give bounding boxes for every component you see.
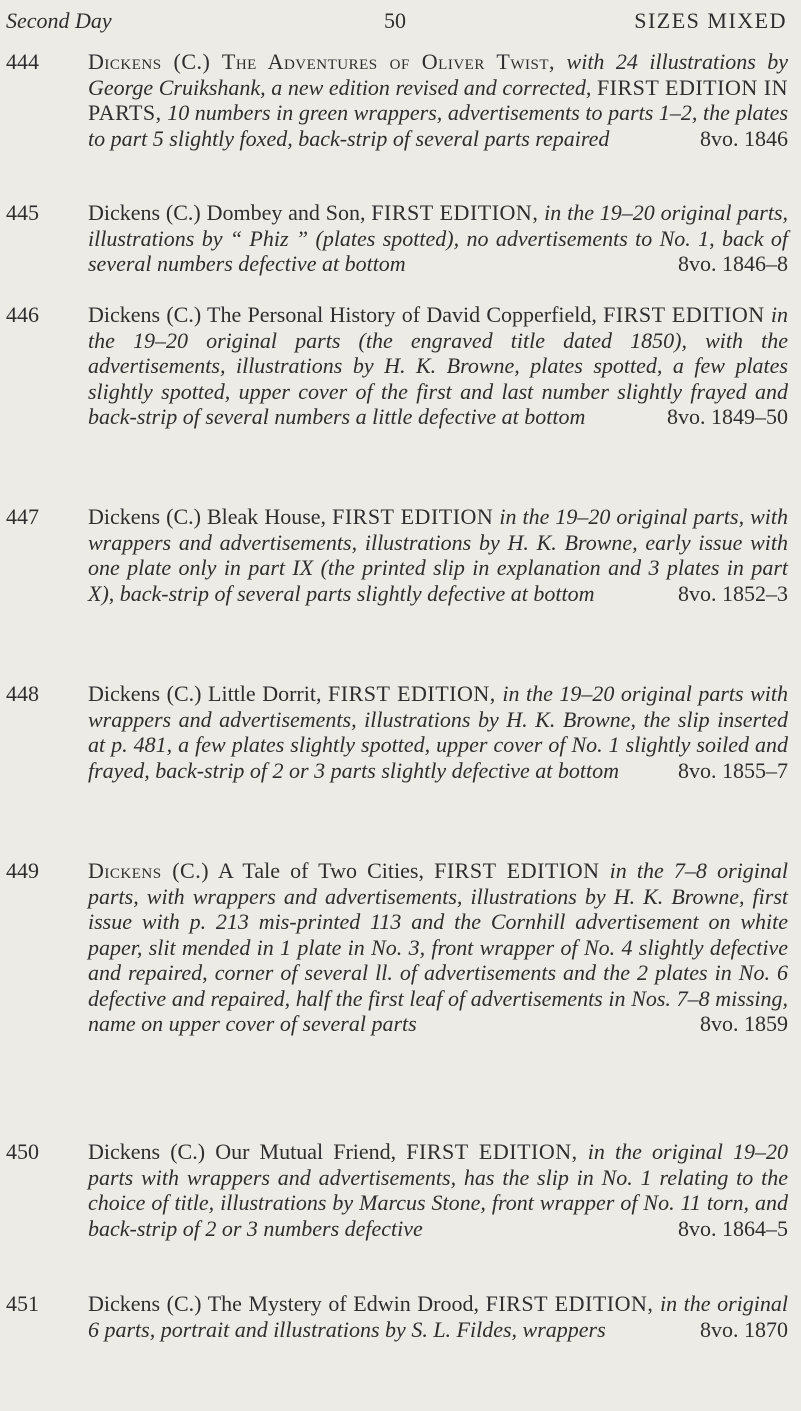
- lot-description: [88, 1291, 788, 1342]
- lot-title: Our Mutual Friend,: [215, 1139, 397, 1164]
- lot-number: 451: [6, 1291, 39, 1316]
- lot-edition: FIRST EDITION,: [406, 1139, 578, 1164]
- lot-title: A Tale of Two Cities,: [217, 858, 424, 883]
- lot-description: [88, 858, 788, 1037]
- lot-details: in the 19–20 original parts with wrappers and advertisements, illustrations by H. K. Browne, the slip inserted at p. 481, a few plates slightly spotted, upper cover of No. 1 slightly soiled and frayed, back-strip of 2 or 3 parts slightly defective at bottom: [88, 681, 789, 783]
- lot-author: Dickens (C.): [88, 681, 202, 706]
- lot-edition: FIRST EDITION,: [485, 1291, 654, 1316]
- lot-title: The Adventures of Oliver Twist,: [221, 49, 556, 74]
- lot-details: in the 19–20 original parts, illustrations by “ Phiz ” (plates spotted), no advertisements to No. 1, back of several numbers defective at bottom: [88, 200, 789, 276]
- lot-number: 445: [6, 200, 39, 225]
- lot-format: 8vo. 1846–8: [678, 251, 788, 276]
- lot-title: Bleak House,: [206, 504, 327, 529]
- lot-details: in the 19–20 original parts (the engraved title dated 1850), with the advertisements, illustrations by H. K. Browne, plates spotted, a few plates slightly spotted, upper cover of the first and last number slightly frayed and back-strip of several numbers a little defective at bottom: [88, 302, 788, 429]
- running-head-left: Second Day: [6, 8, 112, 33]
- lot-format: 8vo. 1859: [700, 1011, 788, 1036]
- lot-author: Dickens (C.): [88, 858, 210, 883]
- lot-format: 8vo. 1870: [700, 1316, 788, 1342]
- lot-description: [88, 302, 788, 430]
- lot-details: in the 19–20 original parts, with wrappers and advertisements, illustrations by H. K. Browne, early issue with one plate only in part IX (the printed slip in explanation and 3 plates in part X), back-strip of several parts slightly defective at bottom: [88, 504, 789, 606]
- lot-edition: FIRST EDITION,: [328, 681, 496, 706]
- running-head-right: SIZES MIXED: [634, 8, 787, 33]
- lot-number: 446: [6, 302, 39, 327]
- lot-edition: FIRST EDITION,: [371, 200, 539, 225]
- lot-description: [88, 504, 788, 606]
- page-header: [0, 6, 801, 36]
- lot-format: 8vo. 1864–5: [678, 1215, 788, 1241]
- lot-number: 447: [6, 504, 39, 529]
- lot-edition: FIRST EDITION IN PARTS,: [88, 74, 789, 125]
- lot-description: [88, 1139, 788, 1241]
- lot-description: [88, 681, 788, 783]
- lot-edition: FIRST EDITION: [434, 858, 600, 883]
- lot-number: 448: [6, 681, 39, 706]
- lot-author: Dickens (C.): [88, 302, 202, 327]
- lot-description: [88, 200, 788, 277]
- lot-title: The Mystery of Edwin Drood,: [207, 1291, 480, 1316]
- lot-number: 449: [6, 858, 39, 883]
- lot-details: in the original 19–20 parts with wrappers and advertisements, has the slip in No. 1 relating to the choice of title, illustrations by Marcus Stone, front wrapper of No. 11 torn, and back-strip of 2 or 3 numbers defective: [88, 1139, 789, 1241]
- lot-author: Dickens (C.): [88, 1139, 206, 1164]
- lot-title: The Personal History of David Copperfield,: [207, 302, 597, 327]
- lot-edition: FIRST EDITION: [332, 504, 494, 529]
- lot-author: Dickens (C.): [88, 200, 201, 225]
- lot-author: Dickens (C.): [88, 504, 201, 529]
- lot-edition: FIRST EDITION: [603, 302, 765, 327]
- lot-format: 8vo. 1846: [700, 125, 788, 151]
- lot-title: Dombey and Son,: [206, 200, 366, 225]
- lot-title: Little Dorrit,: [208, 681, 322, 706]
- lot-details: in the original 6 parts, portrait and illustrations by S. L. Fildes, wrappers: [88, 1291, 788, 1342]
- lot-number: 450: [6, 1139, 39, 1164]
- lot-format: 8vo. 1849–50: [667, 404, 788, 429]
- lot-author: Dickens (C.): [88, 49, 211, 74]
- lot-format: 8vo. 1855–7: [678, 757, 788, 783]
- lot-details: 10 numbers in green wrappers, advertisements to parts 1–2, the plates to part 5 slightly foxed, back-strip of several parts repaired: [88, 100, 788, 151]
- page-number: 50: [384, 8, 406, 33]
- lot-description: [88, 49, 788, 151]
- lot-format: 8vo. 1852–3: [678, 580, 788, 606]
- lot-desc: with 24 illustrations by George Cruikshank, a new edition revised and corrected,: [88, 49, 789, 100]
- lot-details: in the 7–8 original parts, with wrappers and advertisements, illustrations by H. K. Browne, first issue with p. 213 mis-printed 113 and the Cornhill advertisement on white paper, slit mended in 1 plate in No. 3, front wrapper of No. 4 slightly defective and repaired, corner of several ll. of advertisements and the 2 plates in No. 6 defective and repaired, half the first leaf of advertisements in Nos. 7–8 missing, name on upper cover of several parts: [88, 858, 788, 1036]
- lot-number: 444: [6, 49, 39, 74]
- lot-author: Dickens (C.): [88, 1291, 202, 1316]
